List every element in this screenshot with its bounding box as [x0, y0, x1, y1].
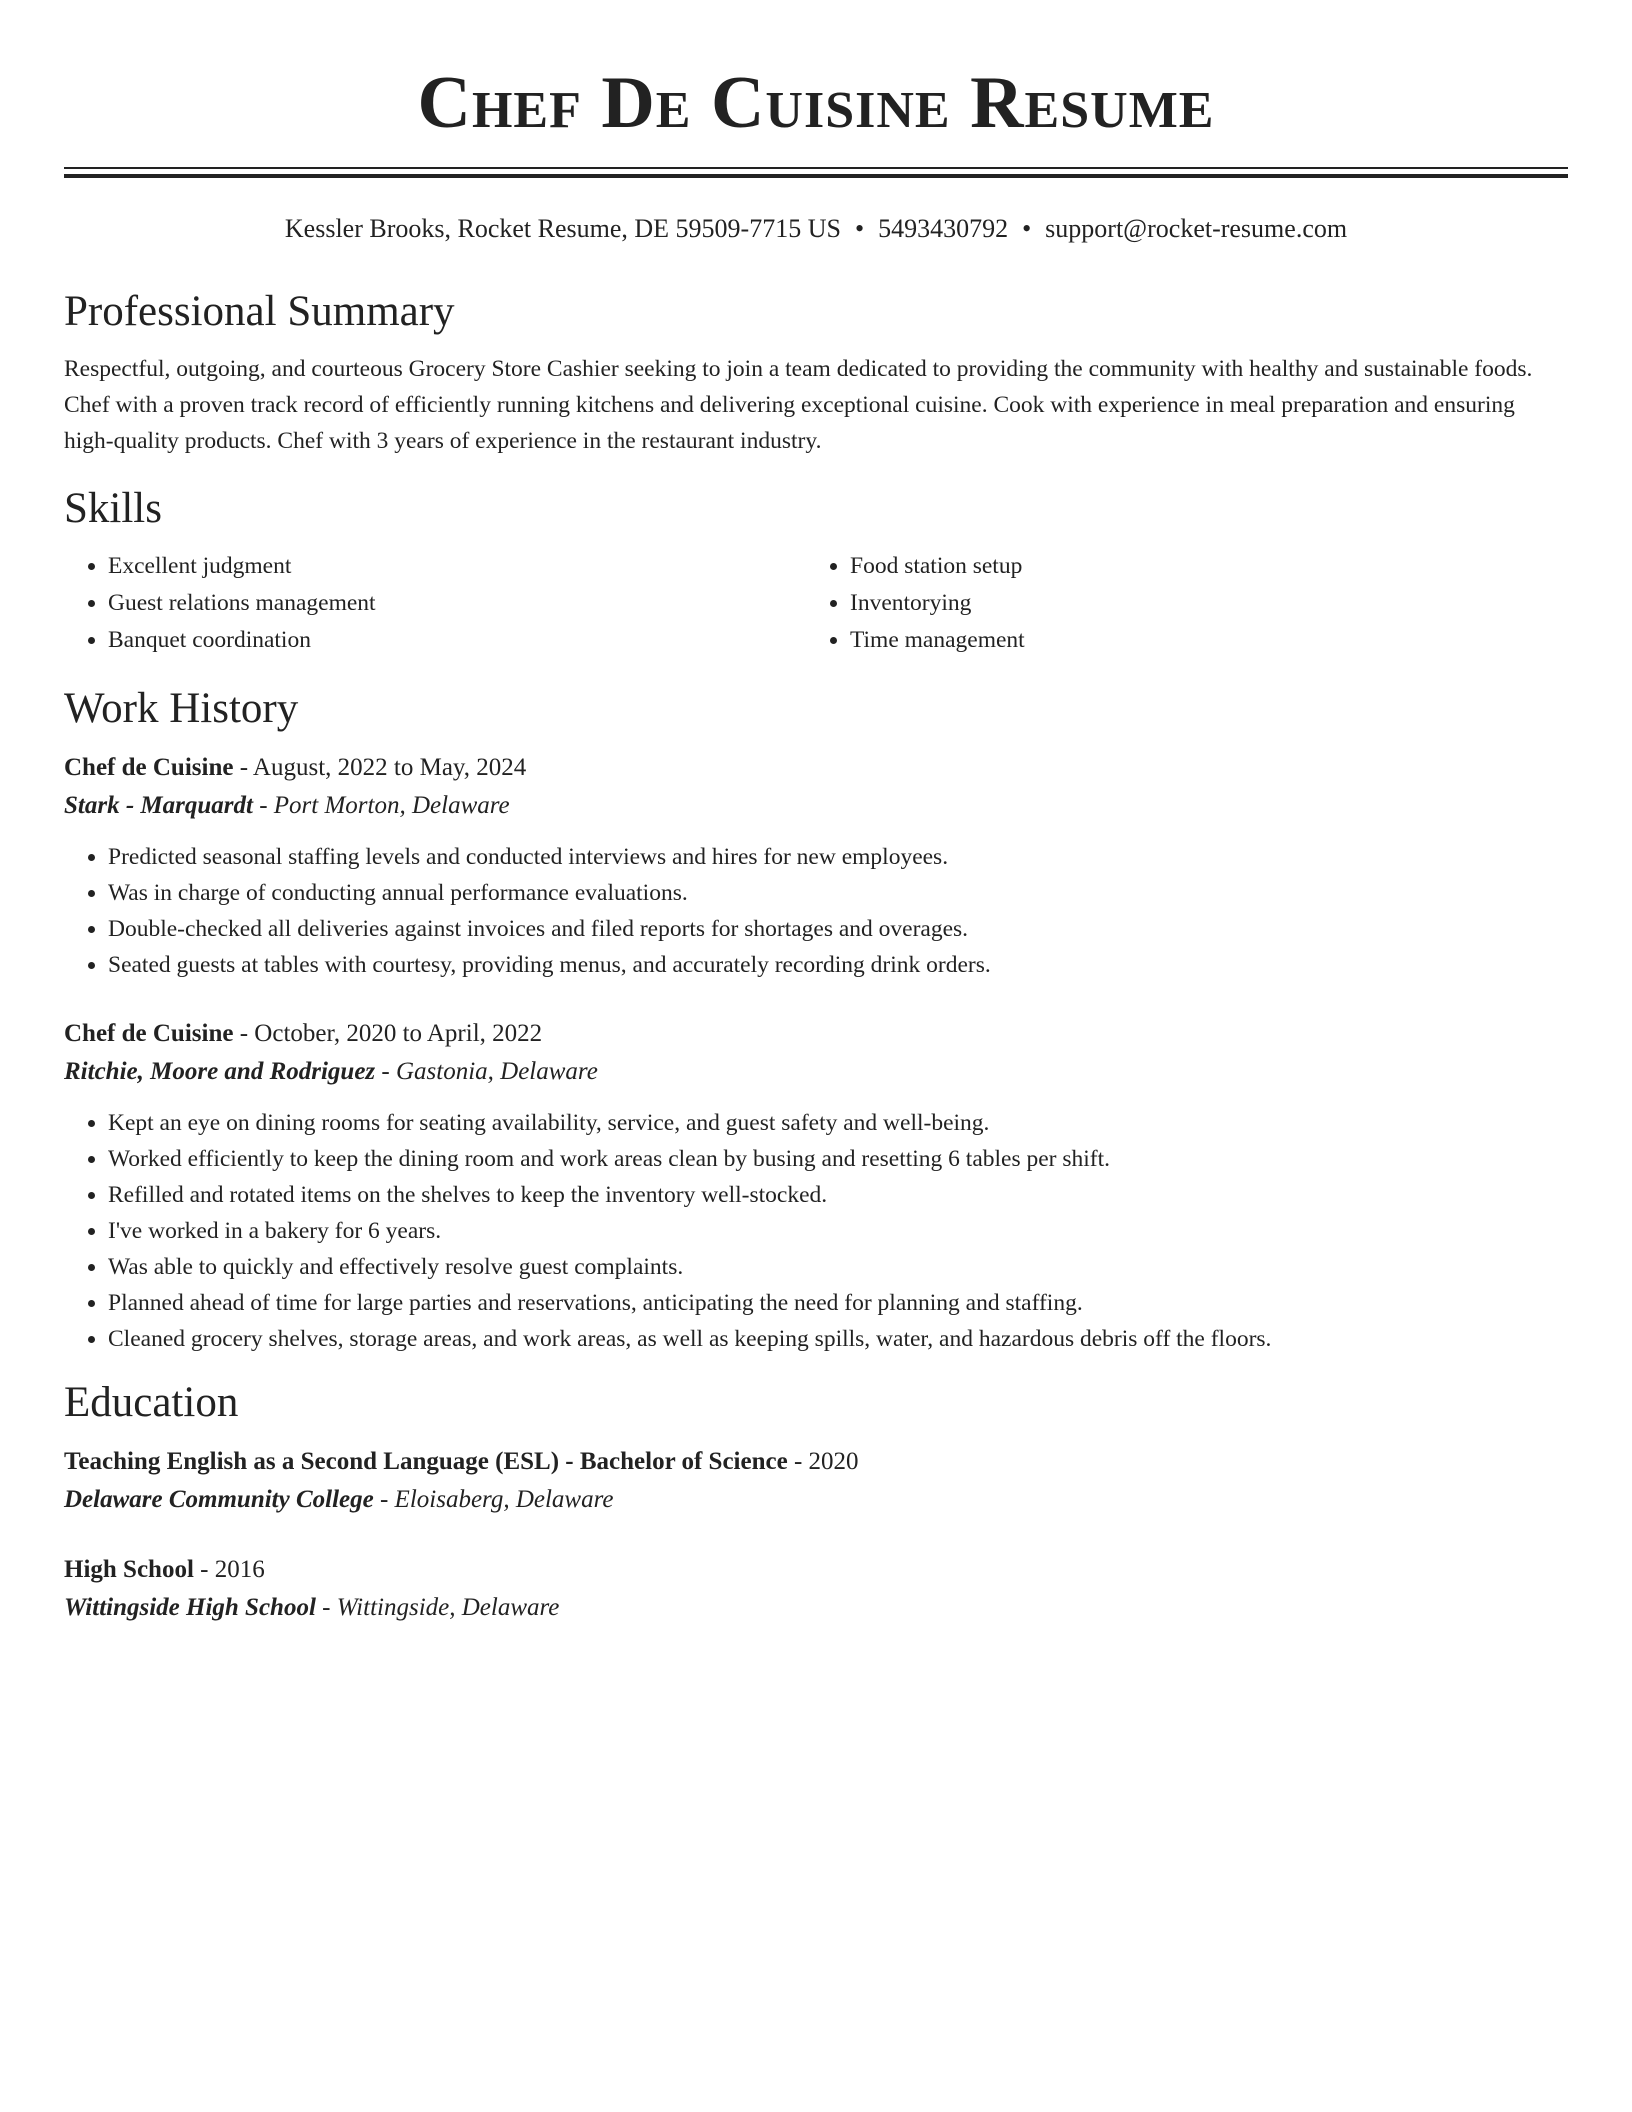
job-bullet: • Cleaned grocery shelves, storage areas, and work areas, as well as keeping spills, water, and hazardous debris off the floors. [108, 1321, 1568, 1357]
education-heading: Education [64, 1379, 239, 1426]
job-title-line: Chef de Cuisine - August, 2022 to May, 2024 [64, 754, 527, 781]
job-bullet: • Worked efficiently to keep the dining room and work areas clean by busing and resetting 6 tables per shift. [108, 1141, 1568, 1177]
contact-separator: • [854, 214, 865, 243]
education-year: 2020 [808, 1448, 859, 1475]
job-dates: August, 2022 to May, 2024 [252, 754, 527, 781]
education-degree: Teaching English as a Second Language (ESL) - Bachelor of Science [64, 1448, 788, 1475]
education-year: 2016 [214, 1556, 265, 1583]
job-bullet: • Predicted seasonal staffing levels and conducted interviews and hires for new employees. [108, 839, 1568, 875]
education-school-line: Wittingside High School - Wittingside, Delaware [64, 1594, 560, 1621]
job-location: Gastonia, Delaware [395, 1058, 598, 1085]
education-degree-line: High School - 2016 [64, 1556, 265, 1583]
job-bullet: • Seated guests at tables with courtesy, providing menus, and accurately recording drink orders. [108, 947, 1568, 983]
skill-item: • Excellent judgment [108, 548, 806, 585]
skills-heading: Skills [64, 485, 162, 532]
skill-item: • Guest relations management [108, 585, 806, 622]
job-bullet: • Double-checked all deliveries against invoices and filed reports for shortages and overages. [108, 911, 1568, 947]
job-entry [64, 1015, 1568, 1357]
education-degree: High School [64, 1556, 194, 1583]
title-divider-thick [64, 174, 1568, 178]
resume-page [64, 0, 1568, 1627]
summary-heading: Professional Summary [64, 288, 455, 335]
education-degree-line: Teaching English as a Second Language (ESL) - Bachelor of Science - 2020 [64, 1448, 859, 1475]
skill-item: • Time management [850, 622, 1548, 659]
skill-item: • Food station setup [850, 548, 1548, 585]
contact-separator: • [1022, 214, 1032, 243]
education-location: Wittingside, Delaware [336, 1594, 560, 1621]
job-company: Stark - Marquardt [64, 792, 253, 819]
education-entry [64, 1443, 1568, 1519]
skill-item: • Inventorying [850, 585, 1548, 622]
resume-title: Chef De Cuisine Resume [417, 62, 1215, 144]
skill-item: • Banquet coordination [108, 622, 806, 659]
job-title: Chef de Cuisine [64, 1020, 234, 1047]
education-location: Eloisaberg, Delaware [394, 1486, 614, 1513]
job-title: Chef de Cuisine [64, 754, 234, 781]
job-bullet: • I've worked in a bakery for 6 years. [108, 1213, 1568, 1249]
skills-left-column [64, 548, 806, 659]
job-company-line: Stark - Marquardt - Port Morton, Delaware [64, 792, 510, 819]
job-company: Ritchie, Moore and Rodriguez [64, 1058, 376, 1085]
education-school: Wittingside High School [64, 1594, 316, 1621]
job-company-line: Ritchie, Moore and Rodriguez - Gastonia, Delaware [64, 1058, 598, 1085]
job-title-line: Chef de Cuisine - October, 2020 to April, 2022 [64, 1020, 543, 1047]
contact-line [64, 212, 1568, 246]
job-dates: October, 2020 to April, 2022 [254, 1020, 543, 1047]
contact-email: support@rocket-resume.com [1045, 214, 1348, 243]
summary-text: Respectful, outgoing, and courteous Grocery Store Cashier seeking to join a team dedicated to providing the community with healthy and sustainable foods. Chef with a proven track record of efficiently running kitchens and delivering exceptional cuisine. Cook with experience in meal preparation and ensuring high-quality products. Chef with 3 years of experience in the restaurant industry. [64, 356, 1533, 454]
job-entry [64, 749, 1568, 983]
work-history-heading: Work History [64, 685, 299, 732]
job-bullet: • Refilled and rotated items on the shelves to keep the inventory well-stocked. [108, 1177, 1568, 1213]
skills-right-column [806, 548, 1548, 659]
contact-address: Kessler Brooks, Rocket Resume, DE 59509-7715 US [284, 214, 841, 243]
job-bullet: • Planned ahead of time for large parties and reservations, anticipating the need for planning and staffing. [108, 1285, 1568, 1321]
job-bullet: • Was in charge of conducting annual performance evaluations. [108, 875, 1568, 911]
job-bullets [64, 839, 1568, 983]
contact-phone: 5493430792 [878, 214, 1009, 243]
education-school-line: Delaware Community College - Eloisaberg, Delaware [64, 1486, 614, 1513]
education-entry [64, 1551, 1568, 1627]
job-location: Port Morton, Delaware [273, 792, 510, 819]
skills-columns [64, 548, 1568, 659]
title-divider-thin [64, 167, 1568, 169]
job-bullets [64, 1105, 1568, 1357]
education-school: Delaware Community College [64, 1486, 374, 1513]
job-bullet: • Was able to quickly and effectively resolve guest complaints. [108, 1249, 1568, 1285]
job-bullet: • Kept an eye on dining rooms for seating availability, service, and guest safety and well-being. [108, 1105, 1568, 1141]
